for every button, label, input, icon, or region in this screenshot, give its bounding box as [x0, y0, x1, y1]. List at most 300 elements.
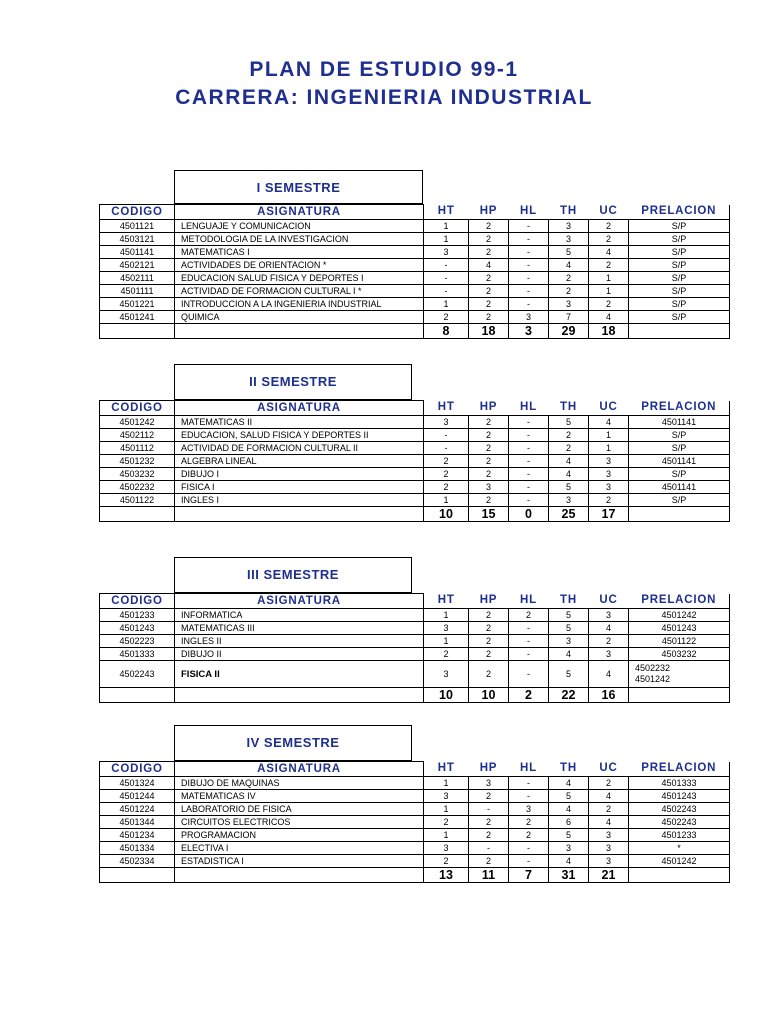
cell-hl: - [509, 246, 549, 259]
cell-prelacion: 4501243 [629, 790, 730, 803]
cell-ht: - [424, 259, 469, 272]
cell-codigo: 4502334 [100, 855, 175, 868]
header-th: TH [549, 205, 589, 220]
header-hl: HL [509, 594, 549, 609]
cell-codigo: 4501234 [100, 829, 175, 842]
cell-hl: - [509, 416, 549, 429]
cell-hp: 2 [469, 311, 509, 324]
table-row [100, 609, 730, 622]
cell-hp: 2 [469, 816, 509, 829]
header-hl: HL [509, 762, 549, 777]
header-codigo: CODIGO [100, 401, 175, 416]
cell-codigo: 4502243 [100, 661, 175, 688]
table-row [100, 777, 730, 790]
header-prelacion: PRELACION [629, 762, 730, 777]
cell-ht: 2 [424, 311, 469, 324]
header-hl: HL [509, 205, 549, 220]
cell-codigo: 4501232 [100, 455, 175, 468]
table-row [100, 429, 730, 442]
cell-prelacion: 4501242 [629, 609, 730, 622]
cell-codigo: 4501243 [100, 622, 175, 635]
header-hl: HL [509, 401, 549, 416]
cell-ht: 1 [424, 233, 469, 246]
cell-th: 4 [549, 468, 589, 481]
cell-hp: 2 [469, 442, 509, 455]
cell-th: 3 [549, 842, 589, 855]
cell-uc: 3 [589, 481, 629, 494]
cell-prelacion: S/P [629, 429, 730, 442]
table-row [100, 272, 730, 285]
table-row [100, 661, 730, 688]
cell-codigo: 4501141 [100, 246, 175, 259]
cell-prelacion: 4502243 [629, 816, 730, 829]
totals-blank [175, 868, 424, 883]
table-row [100, 855, 730, 868]
cell-ht: 2 [424, 481, 469, 494]
cell-ht: 1 [424, 777, 469, 790]
cell-prelacion: S/P [629, 220, 730, 233]
cell-asignatura: DIBUJO DE MAQUINAS [175, 777, 424, 790]
header-prelacion: PRELACION [629, 205, 730, 220]
cell-asignatura: DIBUJO I [175, 468, 424, 481]
cell-codigo: 4501121 [100, 220, 175, 233]
table-header-row [100, 594, 730, 609]
cell-th: 3 [549, 220, 589, 233]
cell-codigo: 4501344 [100, 816, 175, 829]
cell-th: 4 [549, 777, 589, 790]
cell-th: 4 [549, 259, 589, 272]
cell-th: 5 [549, 609, 589, 622]
cell-uc: 4 [589, 311, 629, 324]
total-uc: 17 [589, 507, 629, 522]
cell-asignatura: ALGEBRA LINEAL [175, 455, 424, 468]
semester-title: II SEMESTRE [174, 364, 412, 400]
cell-hp: 2 [469, 298, 509, 311]
cell-asignatura: ESTADISTICA I [175, 855, 424, 868]
cell-codigo: 4501333 [100, 648, 175, 661]
cell-uc: 2 [589, 803, 629, 816]
cell-uc: 4 [589, 661, 629, 688]
cell-th: 5 [549, 246, 589, 259]
cell-hp: 2 [469, 416, 509, 429]
table-row [100, 494, 730, 507]
header-hp: HP [469, 594, 509, 609]
cell-codigo: 4502232 [100, 481, 175, 494]
cell-uc: 2 [589, 494, 629, 507]
cell-codigo: 4501241 [100, 311, 175, 324]
total-th: 31 [549, 868, 589, 883]
total-hl: 2 [509, 688, 549, 703]
totals-blank [100, 507, 175, 522]
cell-hl: - [509, 285, 549, 298]
cell-hl: 3 [509, 803, 549, 816]
cell-uc: 3 [589, 648, 629, 661]
cell-th: 3 [549, 233, 589, 246]
cell-asignatura: ACTIVIDAD DE FORMACION CULTURAL I * [175, 285, 424, 298]
cell-codigo: 4501221 [100, 298, 175, 311]
cell-hl: - [509, 661, 549, 688]
semester-table [99, 593, 730, 703]
cell-asignatura: EDUCACION SALUD FISICA Y DEPORTES I [175, 272, 424, 285]
cell-uc: 4 [589, 246, 629, 259]
cell-ht: 1 [424, 298, 469, 311]
table-row [100, 635, 730, 648]
cell-uc: 1 [589, 429, 629, 442]
cell-codigo: 4501242 [100, 416, 175, 429]
cell-ht: 1 [424, 803, 469, 816]
cell-hl: - [509, 429, 549, 442]
cell-hl: - [509, 442, 549, 455]
semester-table [99, 400, 730, 522]
cell-uc: 3 [589, 855, 629, 868]
cell-prelacion: 4501141 [629, 416, 730, 429]
header-asignatura: ASIGNATURA [175, 205, 424, 220]
semester-title: IV SEMESTRE [174, 725, 412, 761]
total-hl: 3 [509, 324, 549, 339]
table-row [100, 790, 730, 803]
cell-prelacion: S/P [629, 233, 730, 246]
totals-blank [175, 324, 424, 339]
header-hp: HP [469, 205, 509, 220]
total-hp: 11 [469, 868, 509, 883]
cell-th: 3 [549, 298, 589, 311]
table-row [100, 246, 730, 259]
cell-ht: 1 [424, 635, 469, 648]
cell-ht: 3 [424, 661, 469, 688]
total-hp: 15 [469, 507, 509, 522]
cell-hp: 2 [469, 272, 509, 285]
totals-blank [629, 324, 730, 339]
table-row [100, 416, 730, 429]
cell-asignatura: MATEMATICAS II [175, 416, 424, 429]
cell-hl: - [509, 648, 549, 661]
table-row [100, 220, 730, 233]
header-ht: HT [424, 762, 469, 777]
total-th: 29 [549, 324, 589, 339]
cell-hl: - [509, 272, 549, 285]
cell-th: 5 [549, 416, 589, 429]
cell-uc: 2 [589, 233, 629, 246]
totals-blank [175, 507, 424, 522]
total-th: 25 [549, 507, 589, 522]
table-row [100, 829, 730, 842]
cell-asignatura: FISICA II [175, 661, 424, 688]
cell-uc: 2 [589, 259, 629, 272]
cell-hl: - [509, 455, 549, 468]
cell-uc: 3 [589, 829, 629, 842]
totals-blank [100, 324, 175, 339]
cell-ht: - [424, 429, 469, 442]
cell-uc: 4 [589, 416, 629, 429]
cell-asignatura: METODOLOGIA DE LA INVESTIGACION [175, 233, 424, 246]
cell-asignatura: EDUCACION, SALUD FISICA Y DEPORTES II [175, 429, 424, 442]
cell-uc: 1 [589, 442, 629, 455]
table-row [100, 455, 730, 468]
cell-hp: 2 [469, 220, 509, 233]
totals-blank [175, 688, 424, 703]
cell-uc: 1 [589, 285, 629, 298]
prelacion-code: 4501242 [635, 674, 671, 684]
total-hp: 18 [469, 324, 509, 339]
totals-row [100, 868, 730, 883]
cell-hl: - [509, 481, 549, 494]
cell-codigo: 4501233 [100, 609, 175, 622]
header-uc: UC [589, 401, 629, 416]
cell-hp: 2 [469, 648, 509, 661]
cell-asignatura: LABORATORIO DE FISICA [175, 803, 424, 816]
cell-ht: 3 [424, 416, 469, 429]
total-hl: 0 [509, 507, 549, 522]
table-row [100, 442, 730, 455]
cell-asignatura: ELECTIVA I [175, 842, 424, 855]
cell-prelacion: 4501233 [629, 829, 730, 842]
cell-hp: 2 [469, 246, 509, 259]
cell-hl: - [509, 220, 549, 233]
cell-hp: 3 [469, 481, 509, 494]
cell-prelacion: S/P [629, 468, 730, 481]
cell-asignatura: INGLES I [175, 494, 424, 507]
cell-prelacion: 4501333 [629, 777, 730, 790]
cell-asignatura: MATEMATICAS III [175, 622, 424, 635]
table-header-row [100, 205, 730, 220]
cell-hp: 2 [469, 622, 509, 635]
table-row [100, 298, 730, 311]
cell-ht: 1 [424, 609, 469, 622]
cell-ht: 3 [424, 246, 469, 259]
page-title-line2: CARRERA: INGENIERIA INDUSTRIAL [175, 86, 593, 109]
cell-uc: 1 [589, 272, 629, 285]
cell-hp: - [469, 803, 509, 816]
cell-asignatura: INTRODUCCION A LA INGENIERIA INDUSTRIAL [175, 298, 424, 311]
cell-prelacion: S/P [629, 246, 730, 259]
cell-hp: 2 [469, 661, 509, 688]
cell-asignatura: CIRCUITOS ELECTRICOS [175, 816, 424, 829]
cell-th: 5 [549, 829, 589, 842]
cell-uc: 3 [589, 455, 629, 468]
cell-ht: 3 [424, 790, 469, 803]
cell-th: 4 [549, 455, 589, 468]
totals-row [100, 688, 730, 703]
table-row [100, 233, 730, 246]
cell-asignatura: PROGRAMACION [175, 829, 424, 842]
header-th: TH [549, 401, 589, 416]
cell-hl: - [509, 259, 549, 272]
totals-blank [629, 507, 730, 522]
cell-th: 7 [549, 311, 589, 324]
cell-prelacion: 4501122 [629, 635, 730, 648]
header-uc: UC [589, 762, 629, 777]
cell-ht: - [424, 272, 469, 285]
table-row [100, 285, 730, 298]
cell-hp: 2 [469, 468, 509, 481]
cell-uc: 4 [589, 622, 629, 635]
semester-table [99, 204, 730, 339]
cell-prelacion: S/P [629, 494, 730, 507]
cell-codigo: 4501334 [100, 842, 175, 855]
total-ht: 10 [424, 688, 469, 703]
header-codigo: CODIGO [100, 594, 175, 609]
cell-asignatura: MATEMATICAS I [175, 246, 424, 259]
cell-asignatura: INGLES II [175, 635, 424, 648]
header-asignatura: ASIGNATURA [175, 762, 424, 777]
cell-hl: - [509, 635, 549, 648]
total-hl: 7 [509, 868, 549, 883]
header-uc: UC [589, 594, 629, 609]
cell-hp: 2 [469, 233, 509, 246]
cell-th: 5 [549, 661, 589, 688]
cell-ht: 3 [424, 842, 469, 855]
table-row [100, 481, 730, 494]
cell-codigo: 4502111 [100, 272, 175, 285]
cell-hl: 2 [509, 829, 549, 842]
table-row [100, 622, 730, 635]
cell-hp: 2 [469, 790, 509, 803]
totals-blank [100, 868, 175, 883]
cell-prelacion: 4503232 [629, 648, 730, 661]
cell-codigo: 4501324 [100, 777, 175, 790]
cell-codigo: 4503232 [100, 468, 175, 481]
cell-codigo: 4501112 [100, 442, 175, 455]
cell-codigo: 4501244 [100, 790, 175, 803]
cell-ht: 1 [424, 494, 469, 507]
cell-prelacion: 4501243 [629, 622, 730, 635]
cell-th: 2 [549, 272, 589, 285]
cell-hl: - [509, 777, 549, 790]
cell-asignatura: FISICA I [175, 481, 424, 494]
header-prelacion: PRELACION [629, 594, 730, 609]
semester-table [99, 761, 730, 883]
header-ht: HT [424, 594, 469, 609]
cell-ht: 2 [424, 855, 469, 868]
total-th: 22 [549, 688, 589, 703]
cell-prelacion [629, 661, 730, 688]
cell-uc: 2 [589, 298, 629, 311]
cell-prelacion: 4502243 [629, 803, 730, 816]
header-uc: UC [589, 205, 629, 220]
cell-hp: 2 [469, 609, 509, 622]
cell-ht: 2 [424, 468, 469, 481]
cell-prelacion: S/P [629, 311, 730, 324]
totals-blank [100, 688, 175, 703]
cell-th: 3 [549, 635, 589, 648]
cell-th: 3 [549, 494, 589, 507]
cell-prelacion: 4501141 [629, 481, 730, 494]
cell-asignatura: QUIMICA [175, 311, 424, 324]
cell-asignatura: MATEMATICAS IV [175, 790, 424, 803]
cell-uc: 4 [589, 816, 629, 829]
cell-hl: - [509, 494, 549, 507]
cell-hp: 2 [469, 494, 509, 507]
cell-th: 6 [549, 816, 589, 829]
cell-prelacion: S/P [629, 442, 730, 455]
cell-hl: - [509, 790, 549, 803]
cell-th: 2 [549, 442, 589, 455]
cell-codigo: 4502223 [100, 635, 175, 648]
cell-hl: - [509, 468, 549, 481]
cell-codigo: 4503121 [100, 233, 175, 246]
cell-hp: 2 [469, 635, 509, 648]
total-ht: 13 [424, 868, 469, 883]
header-hp: HP [469, 401, 509, 416]
cell-uc: 3 [589, 468, 629, 481]
header-hp: HP [469, 762, 509, 777]
cell-hp: 2 [469, 285, 509, 298]
header-ht: HT [424, 401, 469, 416]
cell-th: 5 [549, 790, 589, 803]
cell-uc: 3 [589, 609, 629, 622]
cell-th: 4 [549, 855, 589, 868]
cell-hl: - [509, 855, 549, 868]
cell-th: 2 [549, 429, 589, 442]
cell-asignatura: ACTIVIDAD DE FORMACION CULTURAL II [175, 442, 424, 455]
header-asignatura: ASIGNATURA [175, 594, 424, 609]
table-row [100, 803, 730, 816]
header-asignatura: ASIGNATURA [175, 401, 424, 416]
cell-hl: - [509, 842, 549, 855]
cell-hp: 2 [469, 855, 509, 868]
cell-uc: 2 [589, 777, 629, 790]
totals-blank [629, 688, 730, 703]
cell-uc: 3 [589, 842, 629, 855]
cell-codigo: 4502121 [100, 259, 175, 272]
totals-row [100, 507, 730, 522]
header-codigo: CODIGO [100, 762, 175, 777]
totals-blank [629, 868, 730, 883]
total-uc: 18 [589, 324, 629, 339]
cell-uc: 2 [589, 220, 629, 233]
cell-prelacion: S/P [629, 259, 730, 272]
cell-hl: - [509, 298, 549, 311]
cell-hp: - [469, 842, 509, 855]
page-title-line1: PLAN DE ESTUDIO 99-1 [249, 58, 519, 81]
table-row [100, 842, 730, 855]
table-row [100, 648, 730, 661]
cell-hp: 2 [469, 829, 509, 842]
cell-hl: - [509, 233, 549, 246]
cell-ht: - [424, 285, 469, 298]
header-th: TH [549, 594, 589, 609]
cell-ht: - [424, 442, 469, 455]
cell-ht: 2 [424, 816, 469, 829]
cell-uc: 2 [589, 635, 629, 648]
cell-prelacion: S/P [629, 272, 730, 285]
cell-ht: 3 [424, 622, 469, 635]
table-row [100, 468, 730, 481]
total-uc: 21 [589, 868, 629, 883]
cell-ht: 1 [424, 220, 469, 233]
prelacion-code: 4502232 [635, 663, 671, 673]
cell-asignatura: LENGUAJE Y COMUNICACION [175, 220, 424, 233]
total-uc: 16 [589, 688, 629, 703]
cell-prelacion: S/P [629, 285, 730, 298]
cell-prelacion: S/P [629, 298, 730, 311]
header-ht: HT [424, 205, 469, 220]
cell-hp: 4 [469, 259, 509, 272]
cell-hl: 3 [509, 311, 549, 324]
cell-uc: 4 [589, 790, 629, 803]
cell-asignatura: INFORMATICA [175, 609, 424, 622]
cell-hp: 2 [469, 455, 509, 468]
header-codigo: CODIGO [100, 205, 175, 220]
cell-codigo: 4501111 [100, 285, 175, 298]
table-row [100, 816, 730, 829]
semester-title: I SEMESTRE [174, 170, 423, 204]
cell-th: 4 [549, 803, 589, 816]
cell-codigo: 4501224 [100, 803, 175, 816]
table-header-row [100, 762, 730, 777]
cell-th: 5 [549, 622, 589, 635]
total-hp: 10 [469, 688, 509, 703]
